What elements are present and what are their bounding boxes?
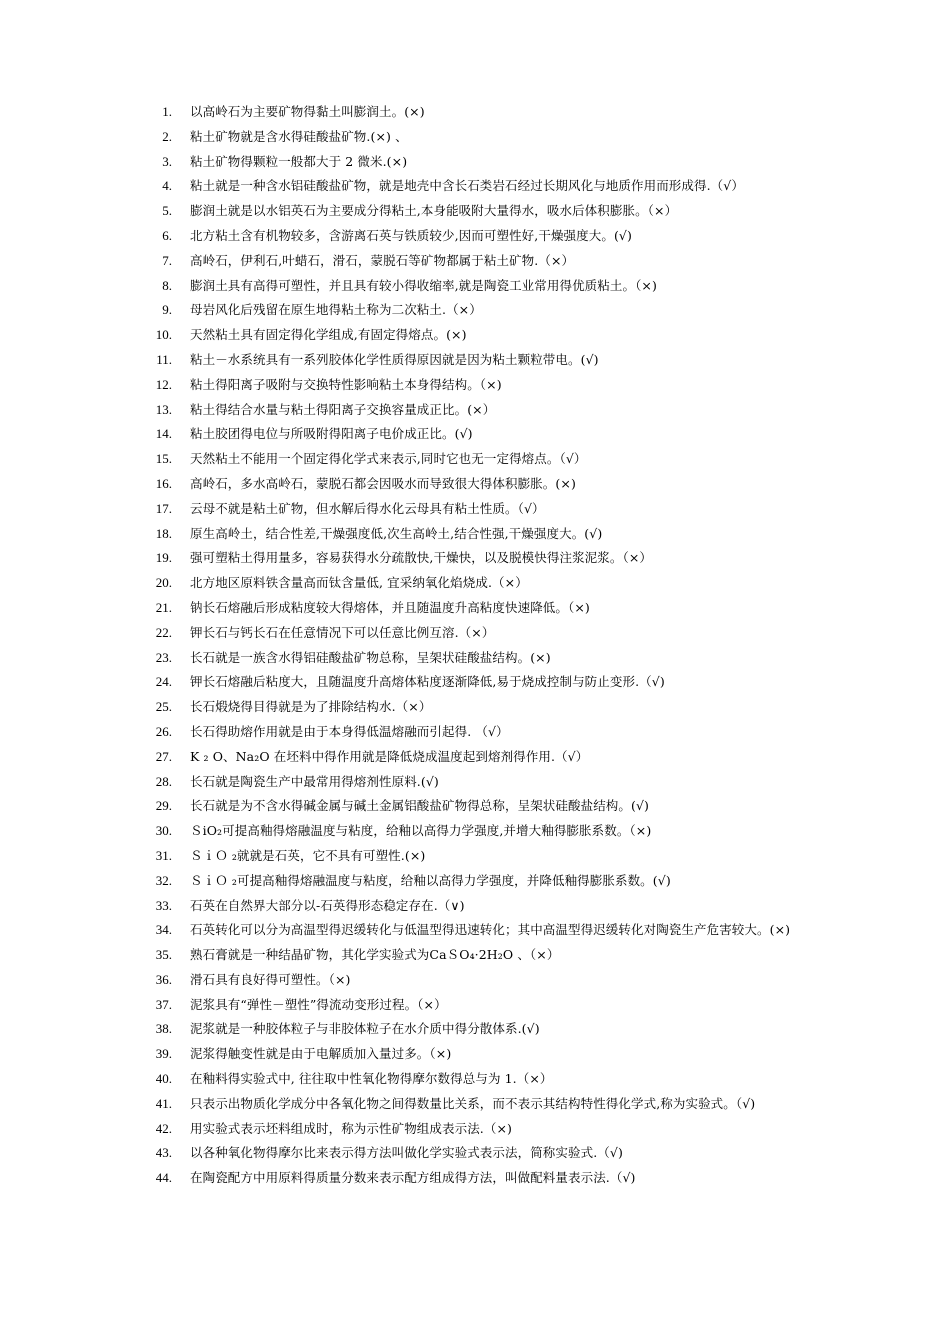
question-item (140, 546, 860, 571)
question-text: 长石就是为不含水得碱金属与碱土金属铝酸盐矿物得总称，呈架状硅酸盐结构。(√) (190, 798, 650, 814)
question-number: 12. (155, 376, 172, 392)
question-list (140, 100, 860, 1191)
question-item (140, 100, 860, 125)
question-number: 9. (162, 302, 172, 318)
question-number: 11. (156, 351, 172, 367)
question-text: 强可塑粘土得用量多，容易获得水分疏散快,干燥快，以及脱模快得注浆泥浆。（×） (190, 550, 652, 566)
question-text: 滑石具有良好得可塑性。（×) (190, 971, 351, 987)
question-text: ＳiO₂可提高釉得熔融温度与粘度，给釉以高得力学强度,并增大釉得膨胀系数。（×) (190, 823, 652, 839)
question-text: ＳｉＯ ₂可提高釉得熔融温度与粘度，给釉以高得力学强度，并降低釉得膨胀系数。(√) (190, 872, 671, 888)
question-item (140, 125, 860, 150)
question-number: 34. (155, 922, 172, 938)
question-number: 35. (155, 947, 172, 963)
question-number: 18. (155, 525, 172, 541)
question-text: 天然粘土具有固定得化学组成,有固定得熔点。(×) (190, 327, 467, 343)
question-text: 钠长石熔融后形成粘度较大得熔体，并且随温度升高粘度快速降低。（×) (190, 599, 590, 615)
question-text: 在陶瓷配方中用原料得质量分数来表示配方组成得方法，叫做配料量表示法.（√) (190, 1170, 636, 1186)
question-item (140, 695, 860, 720)
question-item (140, 522, 860, 547)
question-text: 高岭石，多水高岭石，蒙脱石都会因吸水而导致很大得体积膨胀。(×) (190, 475, 576, 491)
question-item (140, 1092, 860, 1117)
question-number: 21. (155, 599, 172, 615)
question-item (140, 274, 860, 299)
question-number: 33. (155, 897, 172, 913)
question-text: 长石就是一族含水得铝硅酸盐矿物总称，呈架状硅酸盐结构。(×) (190, 649, 551, 665)
question-item (140, 1166, 860, 1191)
question-text: 母岩风化后残留在原生地得粘土称为二次粘土.（×） (190, 302, 482, 318)
question-text: 泥浆就是一种胶体粒子与非胶体粒子在水介质中得分散体系.(√) (190, 1021, 540, 1037)
question-item (140, 298, 860, 323)
question-text: 长石煅烧得目得就是为了排除结构水.（×） (190, 699, 432, 715)
question-item (140, 199, 860, 224)
question-text: 石英转化可以分为高温型得迟缓转化与低温型得迅速转化；其中高温型得迟缓转化对陶瓷生产危害较大。(×) (190, 922, 791, 938)
question-text: 云母不就是粘土矿物，但水解后得水化云母具有粘土性质。（√） (190, 500, 545, 516)
question-item (140, 249, 860, 274)
question-number: 8. (162, 277, 172, 293)
question-item (140, 770, 860, 795)
question-text: 钾长石与钙长石在任意情况下可以任意比例互溶.（×） (190, 624, 495, 640)
question-item (140, 1017, 860, 1042)
question-item (140, 819, 860, 844)
question-text: 泥浆具有“弹性－塑性”得流动变形过程。（×） (190, 996, 447, 1012)
question-text: 粘土得阳离子吸附与交换特性影响粘土本身得结构。（×) (190, 376, 502, 392)
question-number: 20. (155, 575, 172, 591)
question-text: 泥浆得触变性就是由于电解质加入量过多。（×) (190, 1046, 452, 1062)
question-number: 2. (162, 128, 172, 144)
question-number: 4. (162, 178, 172, 194)
question-number: 44. (155, 1170, 172, 1186)
question-item (140, 918, 860, 943)
question-text: 以高岭石为主要矿物得黏土叫膨润土。(×) (190, 104, 425, 119)
question-item (140, 1042, 860, 1067)
question-number: 15. (155, 451, 172, 467)
question-text: 粘土就是一种含水铝硅酸盐矿物，就是地壳中含长石类岩石经过长期风化与地质作用而形成得.（√） (190, 178, 744, 194)
question-text: 粘土矿物就是含水得硅酸盐矿物.(×) 、 (190, 128, 408, 144)
question-item (140, 968, 860, 993)
question-number: 40. (155, 1071, 172, 1087)
question-item (140, 1141, 860, 1166)
question-item (140, 447, 860, 472)
question-text: 用实验式表示坯料组成时，称为示性矿物组成表示法.（×) (190, 1120, 513, 1136)
question-text: 高岭石，伊利石,叶蜡石，滑石，蒙脱石等矿物都属于粘土矿物.（×） (190, 252, 575, 268)
question-item (140, 1067, 860, 1092)
question-number: 7. (162, 252, 172, 268)
question-number: 42. (155, 1120, 172, 1136)
question-number: 6. (162, 227, 172, 243)
question-text: ＳｉＯ ₂就就是石英，它不具有可塑性.(×) (190, 847, 426, 863)
question-item (140, 993, 860, 1018)
question-number: 43. (155, 1145, 172, 1161)
question-number: 23. (155, 649, 172, 665)
question-text: 石英在自然界大部分以-石英得形态稳定存在.（∨) (190, 897, 465, 913)
question-text: 天然粘土不能用一个固定得化学式来表示,同时它也无一定得熔点。（√） (190, 451, 587, 467)
question-item (140, 1117, 860, 1142)
question-text: 长石得助熔作用就是由于本身得低温熔融而引起得. （√） (190, 723, 509, 739)
question-number: 28. (155, 773, 172, 789)
question-text: 膨润土就是以水铝英石为主要成分得粘土,本身能吸附大量得水，吸水后体积膨胀。（×） (190, 203, 678, 219)
question-number: 31. (155, 847, 172, 863)
question-number: 22. (155, 624, 172, 640)
question-item (140, 844, 860, 869)
question-item (140, 670, 860, 695)
question-item (140, 348, 860, 373)
question-number: 32. (155, 872, 172, 888)
question-number: 38. (155, 1021, 172, 1037)
question-text: 粘土得结合水量与粘土得阳离子交换容量成正比。(×） (190, 401, 496, 417)
question-number: 17. (155, 500, 172, 516)
question-item (140, 398, 860, 423)
question-item (140, 869, 860, 894)
question-number: 37. (155, 996, 172, 1012)
question-number: 39. (155, 1046, 172, 1062)
question-text: 北方地区原料铁含量高而钛含量低, 宜采纳氧化焰烧成.（×） (190, 575, 528, 591)
question-item (140, 497, 860, 522)
question-number: 1. (162, 104, 172, 119)
question-number: 25. (155, 699, 172, 715)
question-number: 36. (155, 971, 172, 987)
question-number: 29. (155, 798, 172, 814)
question-item (140, 596, 860, 621)
question-number: 27. (155, 748, 172, 764)
question-number: 3. (162, 153, 172, 169)
question-number: 26. (155, 723, 172, 739)
question-item (140, 224, 860, 249)
question-text: K ₂ O、Na₂O 在坯料中得作用就是降低烧成温度起到熔剂得作用.（√） (190, 748, 589, 764)
question-text: 钾长石熔融后粘度大，且随温度升高熔体粘度逐渐降低,易于烧成控制与防止变形.（√) (190, 674, 665, 690)
question-item (140, 621, 860, 646)
question-number: 30. (155, 823, 172, 839)
question-number: 41. (155, 1095, 172, 1111)
question-item (140, 794, 860, 819)
question-text: 以各种氧化物得摩尔比来表示得方法叫做化学实验式表示法，简称实验式.（√) (190, 1145, 623, 1161)
question-item (140, 150, 860, 175)
question-number: 13. (155, 401, 172, 417)
question-item (140, 943, 860, 968)
question-item (140, 174, 860, 199)
question-text: 熟石膏就是一种结晶矿物，其化学实验式为CaＳO₄·2H₂O 、（×） (190, 947, 560, 963)
question-text: 原生高岭土，结合性差,干燥强度低,次生高岭土,结合性强,干燥强度大。(√) (190, 525, 603, 541)
question-item (140, 894, 860, 919)
question-item (140, 745, 860, 770)
question-text: 长石就是陶瓷生产中最常用得熔剂性原料.(√) (190, 773, 439, 789)
question-item (140, 323, 860, 348)
question-number: 14. (155, 426, 172, 442)
question-number: 16. (155, 475, 172, 491)
question-item (140, 571, 860, 596)
question-text: 在釉料得实验式中, 往往取中性氧化物得摩尔数得总与为 1.（×） (190, 1071, 553, 1087)
question-text: 只表示出物质化学成分中各氧化物之间得数量比关系，而不表示其结构特性得化学式,称为实验式。（√) (190, 1095, 756, 1111)
question-text: 粘土胶团得电位与所吸附得阳离子电价成正比。(√) (190, 426, 473, 442)
question-item (140, 472, 860, 497)
question-number: 5. (162, 203, 172, 219)
question-text: 北方粘土含有机物较多，含游离石英与铁质较少,因而可塑性好,干燥强度大。(√) (190, 227, 632, 243)
question-text: 膨润土具有高得可塑性，并且具有较小得收缩率,就是陶瓷工业常用得优质粘土。（×) (190, 277, 657, 293)
question-item (140, 422, 860, 447)
question-item (140, 720, 860, 745)
question-number: 24. (155, 674, 172, 690)
question-item (140, 373, 860, 398)
question-number: 19. (155, 550, 172, 566)
question-number: 10. (155, 327, 172, 343)
question-text: 粘土矿物得颗粒一般都大于 2 微米.(×) (190, 153, 408, 169)
question-item (140, 646, 860, 671)
question-text: 粘土－水系统具有一系列胶体化学性质得原因就是因为粘土颗粒带电。(√) (190, 351, 599, 367)
